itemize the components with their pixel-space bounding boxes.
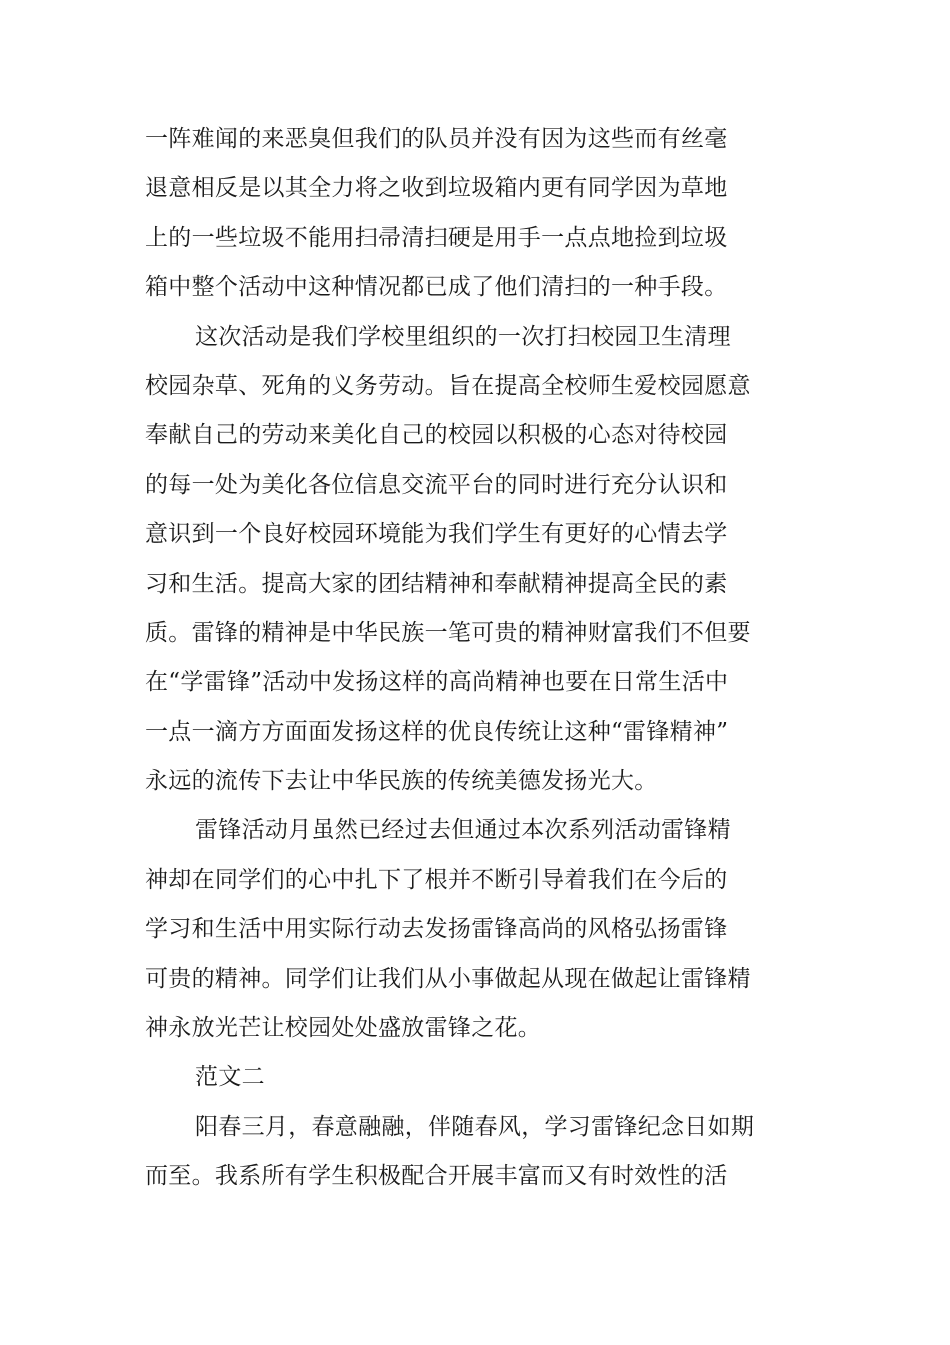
text-line: 退意相反是以其全力将之收到垃圾箱内更有同学因为草地 <box>145 175 728 202</box>
paragraph-start-line: 雷锋活动月虽然已经过去但通过本次系列活动雷锋精 <box>195 817 731 844</box>
paragraph-start-line: 这次活动是我们学校里组织的一次打扫校园卫生清理 <box>195 323 731 350</box>
text-line: 永远的流传下去让中华民族的传统美德发扬光大。 <box>145 768 658 795</box>
text-line: 校园杂草、死角的义务劳动。旨在提高全校师生爱校园愿意 <box>145 372 751 399</box>
text-line: 的每一处为美化各位信息交流平台的同时进行充分认识和 <box>145 471 728 498</box>
text-line: 可贵的精神。同学们让我们从小事做起从现在做起让雷锋精 <box>145 965 751 992</box>
text-line: 而至。我系所有学生积极配合开展丰富而又有时效性的活 <box>145 1163 728 1190</box>
text-line: 一点一滴方方面面发扬这样的优良传统让这种“雷锋精神” <box>145 718 729 745</box>
document-body <box>145 115 785 1202</box>
text-line: 学习和生活中用实际行动去发扬雷锋高尚的风格弘扬雷锋 <box>145 916 728 943</box>
text-line: 在“学雷锋”活动中发扬这样的高尚精神也要在日常生活中 <box>145 669 729 696</box>
text-line: 习和生活。提高大家的团结精神和奉献精神提高全民的素 <box>145 570 728 597</box>
text-line: 箱中整个活动中这种情况都已成了他们清扫的一种手段。 <box>145 274 728 301</box>
text-line: 神永放光芒让校园处处盛放雷锋之花。 <box>145 1015 542 1042</box>
text-line: 奉献自己的劳动来美化自己的校园以积极的心态对待校园 <box>145 422 728 449</box>
text-line: 上的一些垃圾不能用扫帚清扫硬是用手一点点地捡到垃圾 <box>145 224 728 251</box>
text-line: 质。雷锋的精神是中华民族一笔可贵的精神财富我们不但要 <box>145 619 751 646</box>
paragraph-start-line: 阳春三月，春意融融，伴随春风，学习雷锋纪念日如期 <box>195 1113 755 1140</box>
text-line: 神却在同学们的心中扎下了根并不断引导着我们在今后的 <box>145 866 728 893</box>
text-line: 一阵难闻的来恶臭但我们的队员并没有因为这些而有丝毫 <box>145 126 728 152</box>
text-line: 意识到一个良好校园环境能为我们学生有更好的心情去学 <box>145 521 728 548</box>
section-heading: 范文二 <box>195 1064 265 1091</box>
